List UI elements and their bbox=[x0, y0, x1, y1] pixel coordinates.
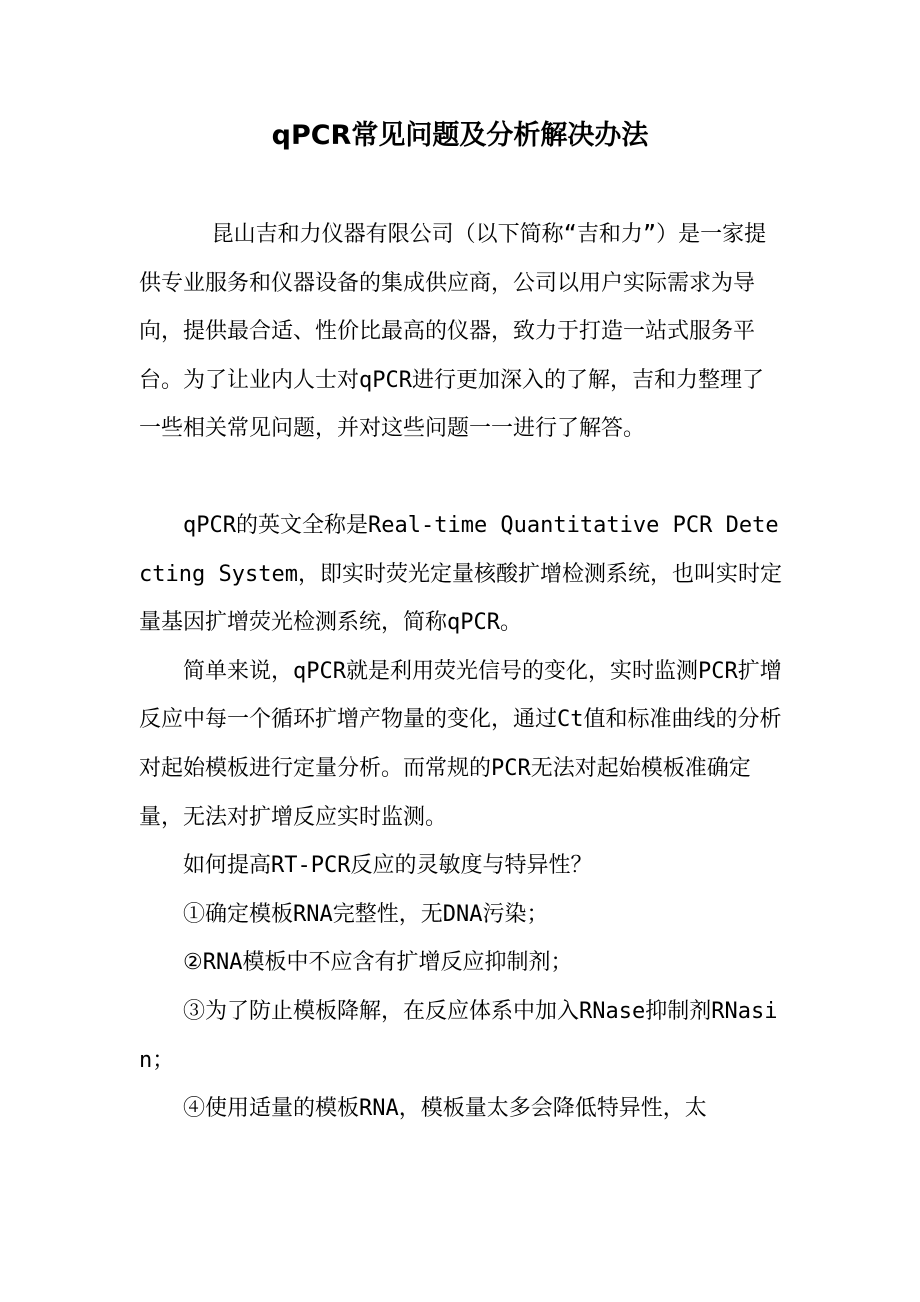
document-title: qPCR常见问题及分析解决办法 bbox=[271, 120, 649, 151]
list-item-2: ②RNA模板中不应含有扩增反应抑制剂； bbox=[183, 950, 573, 976]
paragraph-question: 如何提高RT-PCR反应的灵敏度与特异性？ bbox=[183, 853, 593, 879]
list-item-3: ③为了防止模板降解，在反应体系中加入RNase抑制剂RNasin； bbox=[139, 998, 778, 1073]
paragraph-qpcr-definition: qPCR的英文全称是Real-time Quantitative PCR Detecting System，即实时荧光定量核酸扩增检测系统，也叫实时定量基因扩增荧光检测系统，简称qPCR。 bbox=[139, 512, 782, 636]
list-item-4: ④使用适量的模板RNA，模板量太多会降低特异性，太 bbox=[183, 1096, 707, 1122]
document-body bbox=[139, 211, 785, 1134]
paragraph-qpcr-principle: 简单来说，qPCR就是利用荧光信号的变化，实时监测PCR扩增反应中每一个循环扩增产物量的变化，通过Ct值和标准曲线的分析对起始模板进行定量分析。而常规的PCR无法对起始模板准确定量，无法对扩增反应实时监测。 bbox=[139, 658, 782, 830]
paragraph-company-intro: 昆山吉和力仪器有限公司（以下简称“吉和力”）是一家提供专业服务和仪器设备的集成供应商，公司以用户实际需求为导向，提供最合适、性价比最高的仪器，致力于打造一站式服务平台。为了让业内人士对qPCR进行更加深入的了解，吉和力整理了一些相关常见问题，并对这些问题一一进行了解答。 bbox=[139, 222, 767, 442]
list-item-1: ①确定模板RNA完整性，无DNA污染； bbox=[183, 901, 549, 927]
